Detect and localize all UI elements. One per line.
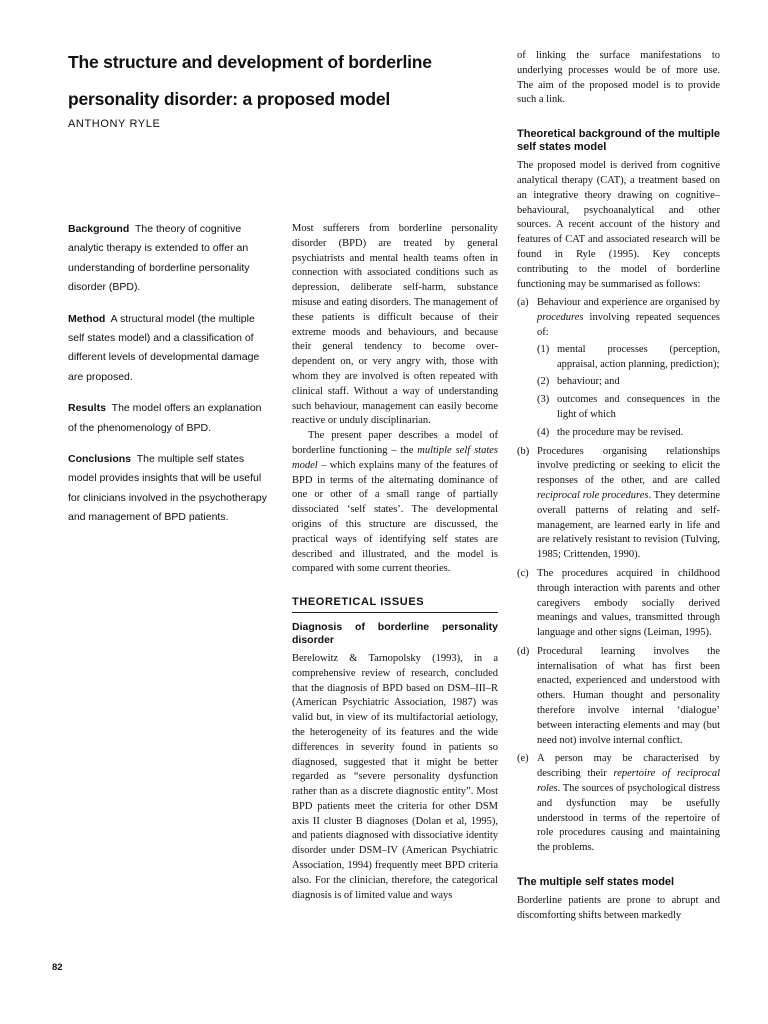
text-run: Behaviour and experience are organised by — [537, 297, 720, 309]
title-line-2: personality disorder: a proposed model — [68, 89, 391, 109]
sub-list-item — [537, 426, 720, 441]
list-label: (e) — [517, 753, 529, 765]
continued-paragraph: of linking the surface manifestations to underlying processes would be of more use. The aim of the proposed model is to provide such a link. — [517, 50, 720, 106]
list-label: (3) — [537, 394, 550, 406]
body-column-3 — [517, 49, 720, 924]
article-title — [68, 44, 478, 118]
background-paragraph: The proposed model is derived from cognitive analytical therapy (CAT), a treatment based on an integrative theory drawing on cognitive–behavioural, psychoanalytical and other sources. A recent account of the history and features of CAT and associated research will be found in Ryle (1995). Key concepts contributing to the model of borderline functioning may be summarised as follows: — [517, 160, 720, 290]
text-run: mental processes (perception, appraisal, action planning, prediction); — [557, 343, 720, 370]
list-label: (b) — [517, 445, 530, 457]
text-run: A person may be characterised by describing their — [537, 753, 720, 780]
author-name: ANTHONY RYLE — [68, 118, 161, 130]
abstract-label: Method — [68, 312, 106, 325]
text-run: – which explains many of the features of BPD in terms of the alternating dominance of one or other of a small range of partially dissociated ‘self states’. The developmental origins of this structure are discussed, the practical ways of identifying self states are described and illustrated, and the model is compared with some current theories. — [292, 459, 498, 575]
sub-list — [537, 343, 720, 441]
text-run: Procedures organising relationships involve predicting or seeking to elicit the responses of the other, and are called — [537, 445, 720, 487]
abstract-text: The model offers an explanation of the phenomenology of BPD. — [68, 402, 262, 434]
sub-list-item — [537, 343, 720, 373]
body-column-2 — [292, 222, 498, 903]
abstract-label: Results — [68, 402, 106, 415]
page-number: 82 — [52, 962, 63, 973]
emphasis-text: procedures — [537, 312, 584, 324]
intro-paragraph-2 — [292, 429, 498, 577]
emphasis-text: repertoire of reciprocal roles — [537, 768, 720, 795]
list-item — [517, 445, 720, 563]
text-run: The procedures acquired in childhood through interaction with parents and other caregivers embody socially derived meanings and values, transmitted through language and other signs (Leiman, 1995). — [537, 567, 720, 639]
text-run: . They determine overall patterns of relating and self-management, are learned early in life and are relatively resistant to revision (Tulving, 1985; Crittenden, 1990). — [537, 489, 720, 561]
abstract-text: The theory of cognitive analytic therapy is extended to offer an understanding of borderline personality disorder (BPD). — [68, 223, 250, 294]
concept-list — [517, 296, 720, 856]
abstract-results — [68, 399, 273, 438]
list-label: (d) — [517, 645, 530, 657]
abstract-method — [68, 310, 273, 388]
section-heading: THEORETICAL ISSUES — [292, 595, 498, 613]
list-item — [517, 296, 720, 440]
abstract-background — [68, 220, 273, 298]
list-label: (a) — [517, 297, 529, 309]
sub-list-item — [537, 375, 720, 390]
text-run: outcomes and consequences in the light of which — [557, 394, 720, 420]
text-run: behaviour; and — [557, 376, 620, 388]
abstract-text: A structural model (the multiple self states model) and a classification of different levels of developmental damage are proposed. — [68, 312, 260, 383]
list-label: (2) — [537, 376, 550, 388]
title-line-1: The structure and development of borderline — [68, 52, 432, 72]
list-label: (c) — [517, 567, 529, 579]
list-label: (1) — [537, 343, 550, 355]
list-item — [517, 645, 720, 749]
abstract-conclusions — [68, 450, 273, 528]
text-run: The present paper describes a model of borderline functioning – the — [292, 430, 498, 456]
abstract-label: Conclusions — [68, 453, 132, 466]
abstract-label: Background — [68, 223, 130, 235]
text-run: involving repeated sequences of: — [537, 312, 720, 338]
diagnosis-paragraph: Berelowitz & Tarnopolsky (1993), in a comprehensive review of research, concluded that the diagnosis of BPD based on DSM–III–R (American Psychiatric Association, 1987) was valid but, in view of its multifactorial aetiology, the heterogeneity of its features and the wide differences in severity found in patients so diagnosed, suggested that it might be better regarded as “severe personality dysfunction rather than as a discrete diagnostic entity”. Most BPD patients meet the criteria for other DSM axis II cluster B diagnoses (Dolan et al, 1995), and patients diagnosed with dissociative identity disorder under DSM–IV (American Psychiatric Association, 1994) frequently meet BPD criteria also. For the clinician, therefore, the categorical diagnosis is of limited value and ways — [292, 652, 498, 901]
emphasis-text: multiple self states model — [292, 444, 498, 471]
list-item — [517, 752, 720, 856]
model-paragraph: Borderline patients are prone to abrupt and discomforting shifts between markedly — [517, 895, 720, 921]
sub-list-item — [537, 393, 720, 423]
subsection-heading: Diagnosis of borderline personality disorder — [292, 620, 498, 646]
emphasis-text: reciprocal role procedures — [537, 489, 649, 501]
abstract — [68, 220, 273, 540]
text-run: the procedure may be revised. — [557, 426, 684, 438]
intro-paragraph-1: Most sufferers from borderline personality disorder (BPD) are treated by general psychiatrists and mental health teams often in connection with associated conditions such as depression, deliberate self-harm, substance misuse and eating disorders. The management of these patients is difficult because of their extreme moods and behaviours, and because their general tendency to become over-dependent on, or very angry with, those with whom they are involved is often repeated with clinical staff. Without a way of understanding such behaviour, management can easily become reactive or unduly disciplinarian. — [292, 223, 498, 427]
subsection-heading: The multiple self states model — [517, 876, 675, 889]
text-run: . The sources of psychological distress and dysfunction may be usefully understood in terms of the repertoire of role procedures causing and maintaining the problems. — [537, 783, 720, 854]
text-run: Procedural learning involves the internalisation of what has first been enacted, experienced and understood with others. Human thought and personality therefore involve internal ‘dialogue’ between interacting elements and may (but need not) involve internal conflict. — [537, 645, 720, 746]
abstract-text: The multiple self states model provides insights that will be useful for clinicians involved in the psychotherapy and management of BPD patients. — [68, 453, 268, 524]
subsection-heading: Theoretical background of the multiple self states model — [517, 128, 720, 154]
list-item — [517, 567, 720, 641]
list-label: (4) — [537, 426, 550, 438]
